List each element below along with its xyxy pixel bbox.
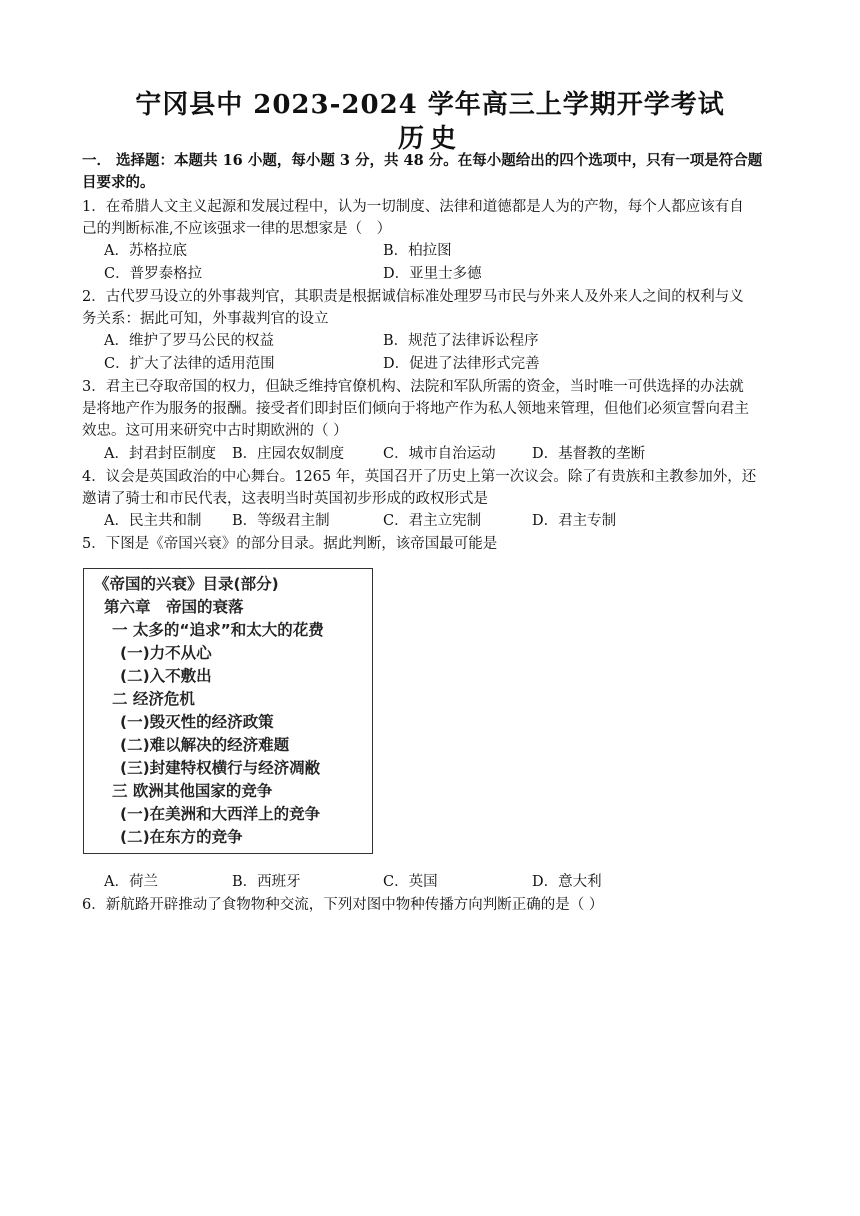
figure-line: (二)在东方的竞争 — [120, 828, 243, 846]
question-1-option-b: B．柏拉图 — [383, 243, 452, 259]
question-4-option-a: A．民主共和制 — [104, 513, 202, 529]
question-3-text-cont: 是将地产作为服务的报酬。接受者们即封臣们倾向于将地产作为私人领地来管理，但他们必须宣誓向君主 — [82, 401, 749, 417]
figure-line: 《帝国的兴衰》目录(部分) — [94, 575, 279, 593]
question-1-option-a: A．苏格拉底 — [104, 243, 187, 259]
question-2-text-cont: 务关系：据此可知，外事裁判官的设立 — [82, 311, 329, 327]
question-1-text-cont: 己的判断标准,不应该强求一律的思想家是（ ） — [82, 221, 392, 237]
question-4-option-d: D．君主专制 — [532, 513, 617, 529]
question-2-option-a: A．维护了罗马公民的权益 — [104, 333, 274, 349]
question-5-option-d: D．意大利 — [532, 874, 602, 890]
question-5-text: 5．下图是《帝国兴衰》的部分目录。据此判断，该帝国最可能是 — [82, 536, 498, 552]
figure-line: (一)在美洲和大西洋上的竞争 — [120, 805, 321, 823]
question-5-option-b: B．西班牙 — [232, 874, 301, 890]
figure-line: (一)力不从心 — [120, 644, 212, 662]
question-4-text-cont: 邀请了骑士和市民代表，这表明当时英国初步形成的政权形式是 — [82, 491, 488, 507]
figure-line: (二)难以解决的经济难题 — [120, 736, 290, 754]
question-3-option-b: B．庄园农奴制度 — [232, 446, 345, 462]
question-2-option-c: C．扩大了法律的适用范围 — [104, 356, 275, 372]
question-5-option-c: C．英国 — [383, 874, 438, 890]
question-4-option-b: B．等级君主制 — [232, 513, 330, 529]
figure-line: (三)封建特权横行与经济凋敝 — [120, 759, 321, 777]
question-4-text: 4．议会是英国政治的中心舞台。1265 年，英国召开了历史上第一次议会。除了有贵族和主教参加外，还 — [82, 469, 757, 485]
question-3-text: 3．君主已夺取帝国的权力，但缺乏维持官僚机构、法院和军队所需的资金，当时唯一可供选择的办法就 — [82, 379, 744, 395]
question-3-option-d: D．基督教的垄断 — [532, 446, 646, 462]
figure-line: 三 欧洲其他国家的竞争 — [112, 782, 273, 800]
exam-title: 宁冈县中 2023-2024 学年高三上学期开学考试 — [135, 90, 725, 120]
question-4-option-c: C．君主立宪制 — [383, 513, 482, 529]
subject-title: 历史 — [397, 124, 462, 154]
table-of-contents-figure — [83, 568, 373, 854]
section-instructions: 一． 选择题：本题共 16 小题，每小题 3 分，共 48 分。在每小题给出的四个选项中，只有一项是符合题 — [82, 152, 763, 169]
question-2-option-b: B．规范了法律诉讼程序 — [383, 333, 539, 349]
question-3-option-c: C．城市自治运动 — [383, 446, 496, 462]
figure-line: 二 经济危机 — [112, 690, 195, 708]
question-1-text: 1．在希腊人文主义起源和发展过程中，认为一切制度、法律和道德都是人为的产物，每个人都应该有自 — [82, 199, 744, 215]
question-6-text: 6．新航路开辟推动了食物物种交流，下列对图中物种传播方向判断正确的是（ ） — [82, 897, 604, 913]
question-1-option-c: C．普罗泰格拉 — [104, 266, 203, 282]
figure-line: 第六章 帝国的衰落 — [104, 598, 244, 616]
figure-line: (一)毁灭性的经济政策 — [120, 713, 274, 731]
figure-line: (二)入不敷出 — [120, 667, 212, 685]
question-3-text-cont-2: 效忠。这可用来研究中古时期欧洲的（ ） — [82, 423, 348, 439]
question-2-text: 2．古代罗马设立的外事裁判官，其职责是根据诚信标准处理罗马市民与外来人及外来人之间的权利与义 — [82, 289, 744, 305]
figure-line: 一 太多的“追求”和太大的花费 — [112, 621, 324, 639]
question-2-option-d: D．促进了法律形式完善 — [383, 356, 540, 372]
question-3-option-a: A．封君封臣制度 — [104, 446, 216, 462]
section-instructions-cont: 目要求的。 — [82, 174, 155, 191]
question-5-option-a: A．荷兰 — [104, 874, 158, 890]
question-1-option-d: D．亚里士多德 — [383, 266, 482, 282]
